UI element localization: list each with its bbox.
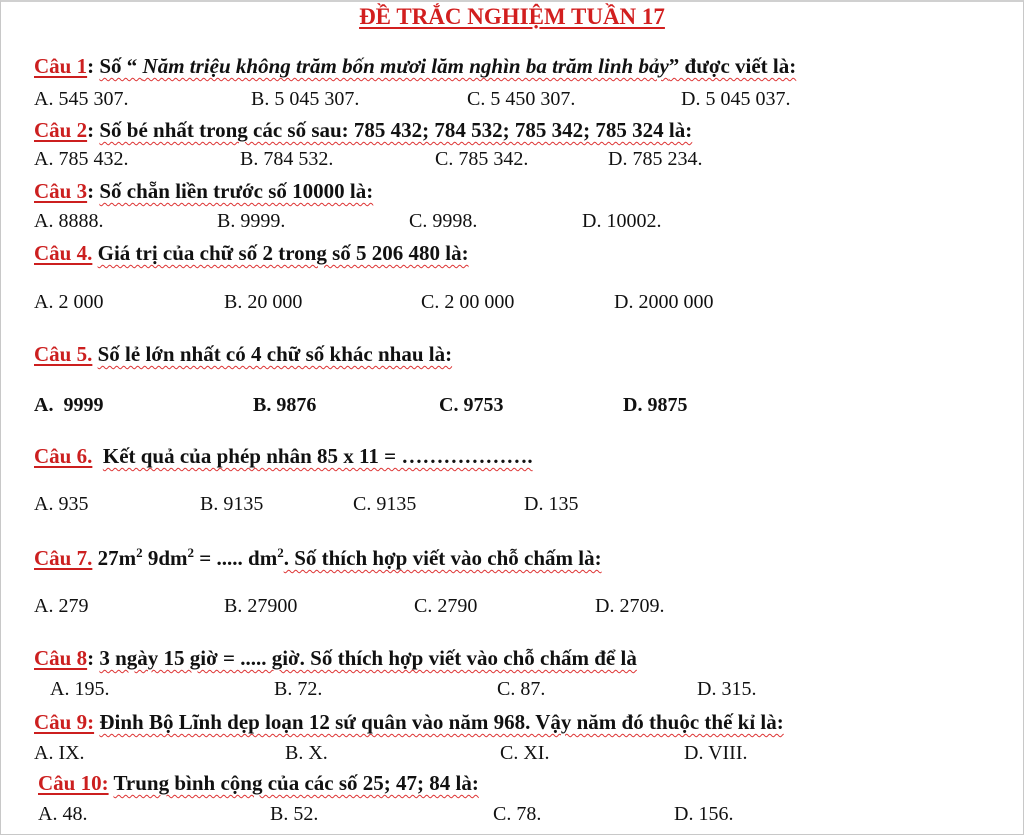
- question-3: Câu 3: Số chẵn liền trước số 10000 là:: [34, 179, 374, 203]
- question-label: Câu 4.: [34, 241, 93, 265]
- option-c: C. 87.: [497, 678, 546, 700]
- question-label: Câu 7.: [34, 546, 93, 570]
- option-b: B. 20 000: [224, 291, 303, 313]
- option-b: B. 9876: [253, 394, 317, 416]
- option-d: D. 156.: [674, 803, 734, 825]
- question-text: Kết quả của phép nhân 85 x 11 = ……………….: [102, 444, 533, 468]
- option-c: C. 9998.: [409, 210, 478, 232]
- option-c: C. 2790: [414, 595, 478, 617]
- question-2: Câu 2: Số bé nhất trong các số sau: 785 432; 784 532; 785 342; 785 324 là:: [34, 118, 693, 142]
- question-6: [34, 444, 533, 469]
- question-italic-text: Năm triệu không trăm bốn mươi lăm nghìn ba trăm linh bảy: [142, 54, 669, 78]
- option-d: D. 5 045 037.: [681, 88, 791, 110]
- option-d: D. VIII.: [684, 742, 748, 764]
- question-1: Câu 1: Số “ Năm triệu không trăm bốn mươi lăm nghìn ba trăm linh bảy” được viết là:: [34, 54, 797, 78]
- option-d: D. 10002.: [582, 210, 662, 232]
- question-text: $27m^2$ $9dm^2$ = ..... $dm^2$. Số thích hợp viết vào chỗ chấm là:: [97, 545, 602, 570]
- question-text: Trung bình cộng của các số 25; 47; 84 là:: [113, 771, 479, 795]
- option-c: C. 2 00 000: [421, 291, 515, 313]
- question-text: ” được viết là:: [668, 54, 797, 78]
- question-label: Câu 2: [34, 118, 88, 142]
- question-label: Câu 6.: [34, 444, 93, 468]
- question-label: Câu 5.: [34, 342, 93, 366]
- option-d: D. 315.: [697, 678, 757, 700]
- option-a: A. 2 000: [34, 291, 104, 313]
- question-label: Câu 9:: [34, 710, 95, 734]
- option-c: C. 78.: [493, 803, 542, 825]
- option-b: B. 9999.: [217, 210, 286, 232]
- option-d: D. 2000 000: [614, 291, 714, 313]
- question-text: 3 ngày 15 giờ = ..... giờ. Số thích hợp viết vào chỗ chấm để là: [99, 646, 637, 670]
- question-text: Đinh Bộ Lĩnh dẹp loạn 12 sứ quân vào năm 968. Vậy năm đó thuộc thế kỉ là:: [99, 710, 784, 734]
- question-label: Câu 8: [34, 646, 88, 670]
- option-d: D. 2709.: [595, 595, 665, 617]
- option-c: C. 9135: [353, 493, 417, 515]
- option-a: A. 195.: [50, 678, 110, 700]
- option-a: A. 279: [34, 595, 89, 617]
- option-c: C. 9753: [439, 394, 504, 416]
- option-a: A. 785 432.: [34, 148, 129, 170]
- option-b: B. 27900: [224, 595, 298, 617]
- question-text: Số lẻ lớn nhất có 4 chữ số khác nhau là:: [97, 342, 453, 366]
- option-a: A. 545 307.: [34, 88, 129, 110]
- page-title: ĐỀ TRẮC NGHIỆM TUẦN 17: [359, 4, 665, 29]
- option-d: D. 785 234.: [608, 148, 703, 170]
- option-a: A. 935: [34, 493, 89, 515]
- option-b: B. 52.: [270, 803, 319, 825]
- question-9: [34, 710, 784, 735]
- option-c: C. 5 450 307.: [467, 88, 576, 110]
- question-label: Câu 3: [34, 179, 88, 203]
- question-8: Câu 8: 3 ngày 15 giờ = ..... giờ. Số thích hợp viết vào chỗ chấm để là: [34, 646, 637, 670]
- option-a: A. 8888.: [34, 210, 104, 232]
- option-b: B. 9135: [200, 493, 264, 515]
- question-text: Số bé nhất trong các số sau: 785 432; 784 532; 785 342; 785 324 là:: [99, 118, 693, 142]
- option-b: B. 784 532.: [240, 148, 334, 170]
- question-text: Số chẵn liền trước số 10000 là:: [99, 179, 374, 203]
- option-b: B. X.: [285, 742, 328, 764]
- question-10: [38, 771, 479, 796]
- question-7: [34, 545, 602, 571]
- option-c: C. XI.: [500, 742, 550, 764]
- option-a: A. 9999: [34, 394, 104, 416]
- option-c: C. 785 342.: [435, 148, 529, 170]
- question-text: Giá trị của chữ số 2 trong số 5 206 480 là:: [97, 241, 469, 265]
- option-a: A. IX.: [34, 742, 85, 764]
- option-d: D. 135: [524, 493, 579, 515]
- question-label: Câu 1: [34, 54, 88, 78]
- option-d: D. 9875: [623, 394, 688, 416]
- option-a: A. 48.: [38, 803, 88, 825]
- option-b: B. 72.: [274, 678, 323, 700]
- question-label: Câu 10:: [38, 771, 109, 795]
- option-b: B. 5 045 307.: [251, 88, 360, 110]
- question-4: [34, 241, 469, 266]
- question-5: [34, 342, 452, 367]
